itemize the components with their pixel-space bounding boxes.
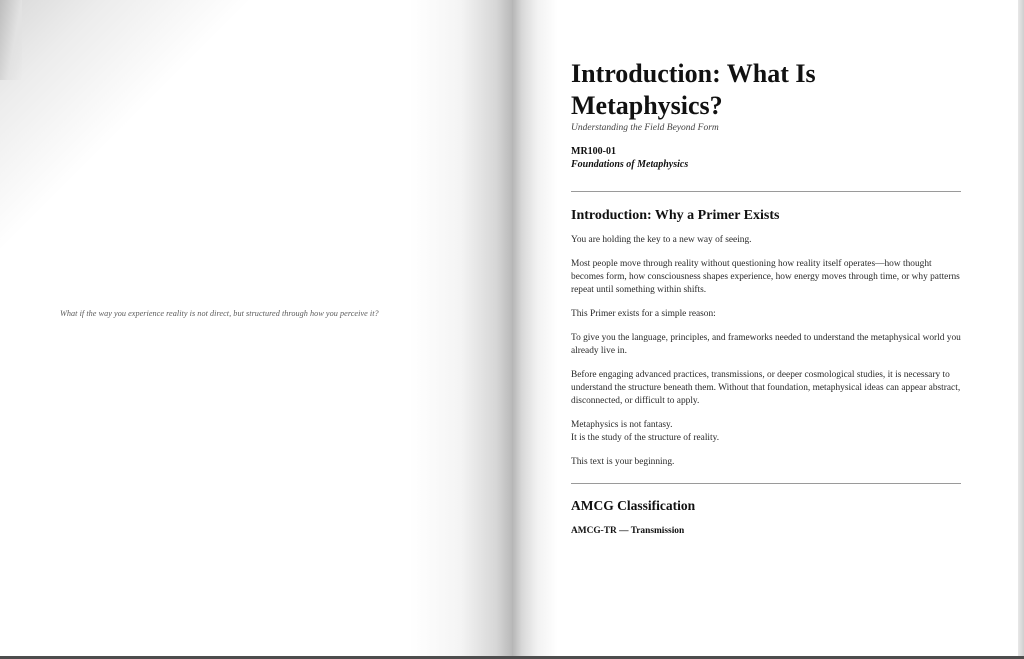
section-heading-classification: AMCG Classification [571,498,696,513]
paragraph: Most people move through reality without questioning how reality itself operates—how thought becomes form, how consciousness shapes experience, how energy moves through time, or why patterns repeat until something within shifts. [571,259,960,295]
section-heading-primer: Introduction: Why a Primer Exists [571,208,780,223]
page-title [571,58,963,122]
course-name: Foundations of Metaphysics [571,159,689,170]
paragraph: This Primer exists for a simple reason: [571,309,716,319]
classification-label: AMCG-TR — Transmission [571,526,685,536]
paragraph: You are holding the key to a new way of seeing. [571,235,752,245]
divider [571,483,961,484]
statement-line: Metaphysics is not fantasy. [571,420,673,430]
page-edge [1018,0,1024,656]
statement-line: It is the study of the structure of reality. [571,433,720,443]
left-page [0,0,512,656]
divider [571,191,961,192]
course-code: MR100-01 [571,146,616,157]
closing-line: This text is your beginning. [571,457,675,467]
page-curl [0,0,260,300]
epigraph: What if the way you experience reality is not direct, but structured through how you perceive it? [60,309,379,318]
page-title-line-2: Metaphysics? [571,91,723,120]
paragraph: Before engaging advanced practices, transmissions, or deeper cosmological studies, it is necessary to understand the structure beneath them. Without that foundation, metaphysical ideas can appear abstract, disconnected, or difficult to apply. [571,370,961,406]
page-subtitle: Understanding the Field Beyond Form [571,123,719,133]
paragraph: To give you the language, principles, and frameworks needed to understand the metaphysical world you already live in. [571,333,961,356]
page-title-line-1: Introduction: What Is [571,59,816,88]
page-curl-edge [0,0,22,80]
right-page-content [571,58,963,538]
